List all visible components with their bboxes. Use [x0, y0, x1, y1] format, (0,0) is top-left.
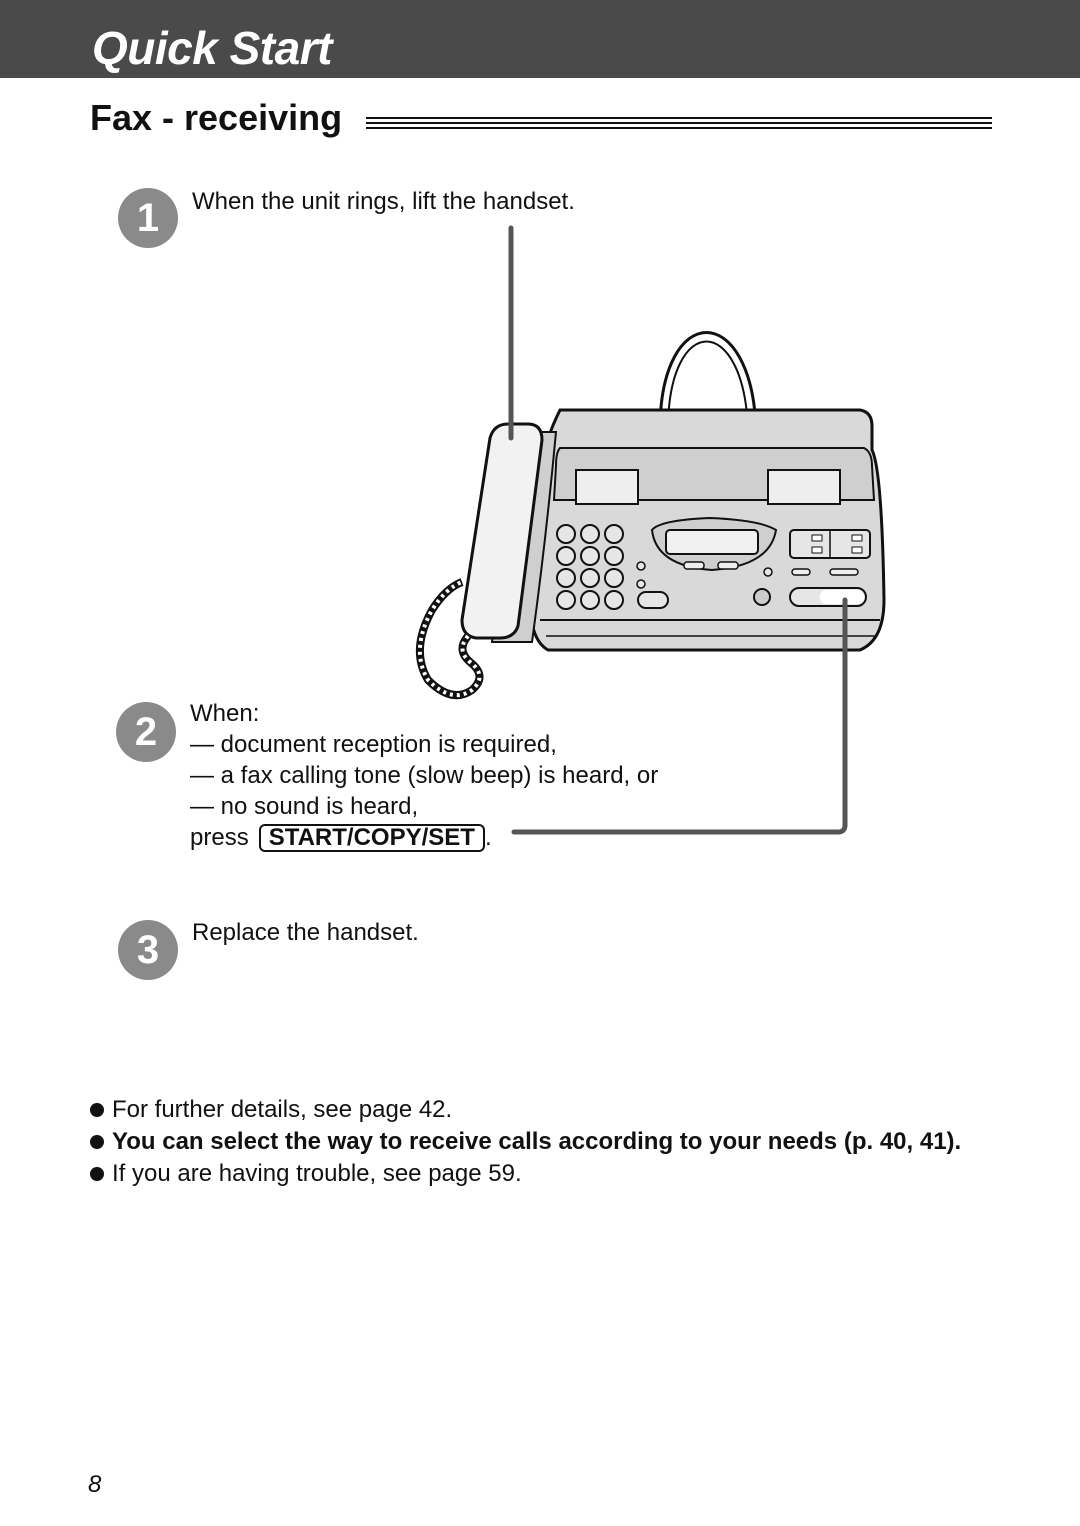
step-2-condition: — no sound is heard,	[190, 793, 419, 820]
step-2-badge: 2	[116, 702, 176, 762]
note-text: For further details, see page 42.	[112, 1096, 453, 1123]
bullet-icon	[90, 1103, 104, 1117]
bullet-icon	[90, 1167, 104, 1181]
page-number: 8	[88, 1471, 102, 1498]
step-2-action-suffix: .	[484, 824, 492, 851]
paper-slot-left	[576, 470, 638, 504]
lcd-display	[666, 530, 758, 554]
step-1-text: When the unit rings, lift the handset.	[192, 188, 575, 215]
step-2-action-prefix: press	[190, 824, 249, 851]
step-2-action	[190, 822, 492, 853]
bullet-icon	[90, 1135, 104, 1149]
step-1-badge: 1	[118, 188, 178, 248]
header-title: Quick Start	[92, 22, 332, 74]
start-copy-set-key: START/COPY/SET	[259, 824, 485, 852]
note-text: You can select the way to receive calls according to your needs (p. 40, 41).	[112, 1128, 962, 1155]
step-2-condition: — a fax calling tone (slow beep) is heard, or	[190, 762, 659, 789]
note-text: If you are having trouble, see page 59.	[112, 1160, 522, 1187]
step-2-condition: — document reception is required,	[190, 731, 557, 758]
step-3-badge: 3	[118, 920, 178, 980]
step-3-text: Replace the handset.	[192, 919, 419, 946]
paper-slot-right	[768, 470, 840, 504]
step-2-intro: When:	[190, 700, 260, 727]
section-title: Fax - receiving	[90, 97, 343, 138]
